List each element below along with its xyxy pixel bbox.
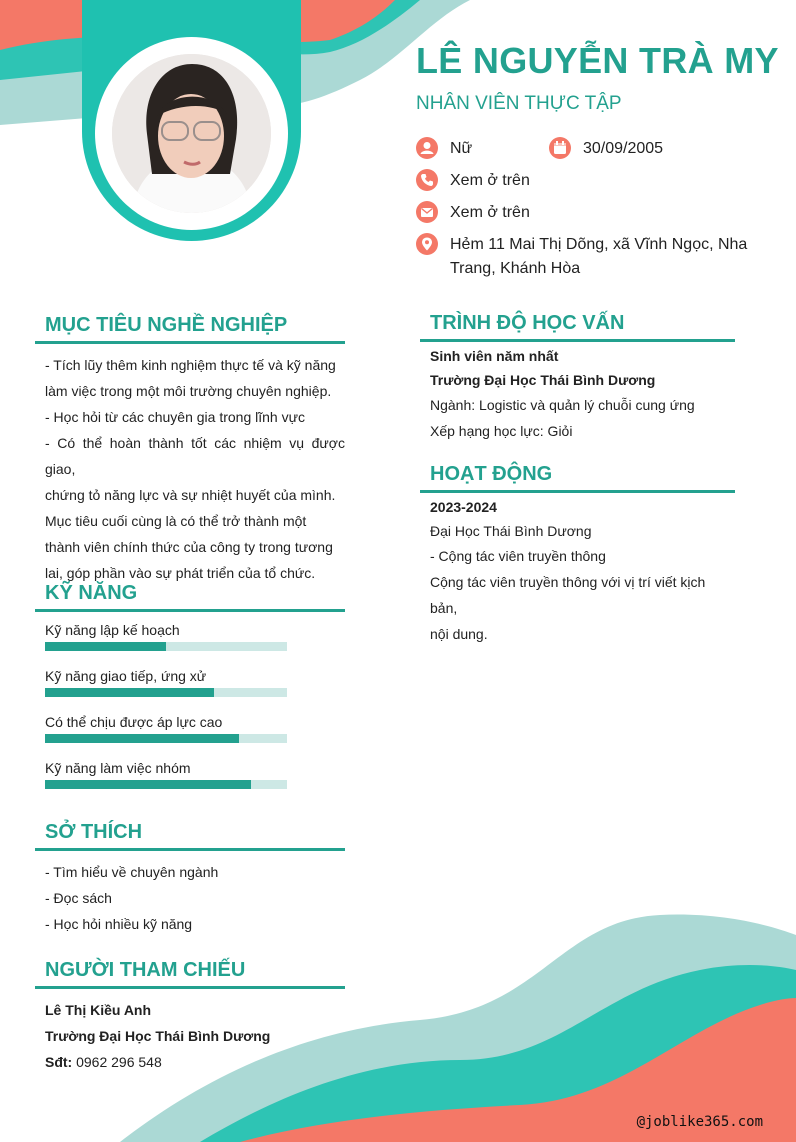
reference-org: Trường Đại Học Thái Bình Dương xyxy=(45,1028,271,1044)
gender-value: Nữ xyxy=(450,140,473,157)
objective-line: làm việc trong một môi trường chuyên nghiệp. xyxy=(45,383,332,399)
education-details xyxy=(420,342,735,444)
skill-item xyxy=(45,714,287,743)
address-value xyxy=(450,233,747,281)
education-section xyxy=(420,312,735,444)
email-value: Xem ở trên xyxy=(450,204,530,221)
phone-value: Xem ở trên xyxy=(450,172,530,189)
reference-phone-label: Sđt: xyxy=(45,1054,73,1070)
skill-label: Kỹ năng lập kế hoạch xyxy=(45,622,180,638)
education-school: Trường Đại Học Thái Bình Dương xyxy=(430,372,656,388)
profile-photo xyxy=(112,54,271,213)
skill-item xyxy=(45,622,287,651)
hobbies-list xyxy=(35,851,345,937)
objective-line: thành viên chính thức của công ty trong tương xyxy=(45,539,333,555)
skill-label: Kỹ năng làm việc nhóm xyxy=(45,760,191,776)
watermark-text: @joblike365.com xyxy=(636,1114,763,1130)
skill-bar-fill xyxy=(45,780,251,789)
objective-line: Mục tiêu cuối cùng là có thể trở thành một xyxy=(45,513,307,529)
skill-bar xyxy=(45,688,287,697)
birthdate-value: 30/09/2005 xyxy=(583,140,664,157)
skills-title: KỸ NĂNG xyxy=(35,582,345,612)
photo-frame xyxy=(82,0,301,241)
photo-ring xyxy=(95,37,288,230)
skill-bar-fill xyxy=(45,642,166,651)
activity-org: Đại Học Thái Bình Dương xyxy=(430,523,592,539)
skill-item xyxy=(45,668,287,697)
reference-section xyxy=(35,959,345,1075)
education-rank: Xếp hạng học lực: Giỏi xyxy=(430,423,573,439)
skill-label: Có thể chịu được áp lực cao xyxy=(45,714,223,730)
activity-desc-line: nội dung. xyxy=(430,626,488,642)
hobby-item: - Học hỏi nhiều kỹ năng xyxy=(45,916,193,932)
phone-icon xyxy=(416,169,438,191)
activities-details xyxy=(420,493,735,647)
objective-text xyxy=(35,344,345,586)
objective-title: MỤC TIÊU NGHỀ NGHIỆP xyxy=(35,314,345,344)
reference-phone: 0962 296 548 xyxy=(76,1054,162,1070)
address-line-2: Trang, Khánh Hòa xyxy=(450,260,581,277)
email-icon xyxy=(416,201,438,223)
objective-line: - Tích lũy thêm kinh nghiệm thực tế và kỹ năng xyxy=(45,357,336,373)
objective-line: chứng tỏ năng lực và sự nhiệt huyết của mình. xyxy=(45,487,336,503)
user-icon xyxy=(416,137,438,159)
skill-item xyxy=(45,760,287,789)
reference-details xyxy=(35,989,345,1075)
candidate-name: LÊ NGUYỄN TRÀ MY xyxy=(416,40,779,81)
hobbies-section xyxy=(35,821,345,937)
activity-role: - Cộng tác viên truyền thông xyxy=(430,548,606,564)
address-line-1: Hẻm 11 Mai Thị Dõng, xã Vĩnh Ngọc, Nha xyxy=(450,236,748,253)
activities-section xyxy=(420,463,735,647)
objective-line: lai, góp phần vào sự phát triển của tổ chức. xyxy=(45,565,316,581)
reference-name: Lê Thị Kiều Anh xyxy=(45,1002,152,1018)
location-icon xyxy=(416,233,438,255)
activity-period: 2023-2024 xyxy=(430,499,497,515)
objective-section xyxy=(35,314,345,586)
skill-label: Kỹ năng giao tiếp, ứng xử xyxy=(45,668,207,684)
hobbies-title: SỞ THÍCH xyxy=(35,821,345,851)
activities-title: HOẠT ĐỘNG xyxy=(420,463,735,493)
job-title: NHÂN VIÊN THỰC TẬP xyxy=(416,93,622,114)
calendar-icon xyxy=(549,137,571,159)
skills-section xyxy=(35,582,345,612)
hobby-item: - Tìm hiểu về chuyên ngành xyxy=(45,864,219,880)
skill-bar xyxy=(45,642,287,651)
objective-line: - Học hỏi từ các chuyên gia trong lĩnh vực xyxy=(45,409,305,425)
education-level: Sinh viên năm nhất xyxy=(430,348,559,364)
activity-desc-line: Cộng tác viên truyền thông với vị trí viết kịch bản, xyxy=(430,574,706,616)
reference-title: NGƯỜI THAM CHIẾU xyxy=(35,959,345,989)
skill-bar xyxy=(45,780,287,789)
skill-bar-fill xyxy=(45,688,214,697)
education-title: TRÌNH ĐỘ HỌC VẤN xyxy=(420,312,735,342)
skill-bar xyxy=(45,734,287,743)
hobby-item: - Đọc sách xyxy=(45,890,112,906)
skill-bar-fill xyxy=(45,734,239,743)
objective-line: - Có thể hoàn thành tốt các nhiệm vụ được giao, xyxy=(45,435,345,477)
education-major: Ngành: Logistic và quản lý chuỗi cung ứng xyxy=(430,397,695,413)
